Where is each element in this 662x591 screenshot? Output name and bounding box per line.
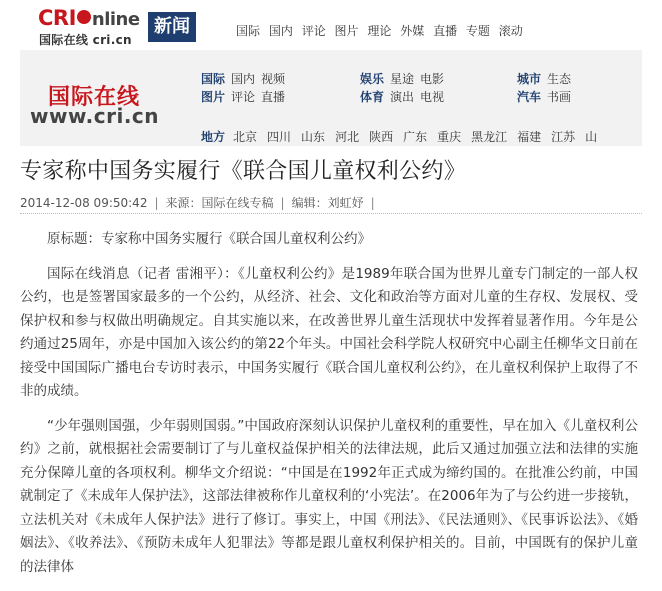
meta-separator: | (154, 196, 159, 210)
regional-nav-item[interactable]: 江苏 (551, 130, 576, 144)
channel-nav-item[interactable]: 电视 (420, 90, 445, 104)
regional-nav (201, 128, 607, 145)
top-nav-item[interactable]: 专题 (465, 24, 490, 38)
channel-nav-item[interactable]: 电影 (420, 72, 445, 86)
regional-nav-item[interactable]: 陕西 (369, 130, 394, 144)
channel-nav-head[interactable]: 体育 (360, 90, 385, 104)
channel-nav-head[interactable]: 国际 (201, 72, 226, 86)
article-paragraph: 国际在线消息（记者 雷湘平）：《儿童权利公约》是1989年联合国为世界儿童专门制定的一部人权公约，也是签署国家最多的一个公约，从经济、社会、文化和政治等方面对儿童的生存权、发展权、受保护权和参与权做出明确规定。自其实施以来，在改善世界儿童生活现状中发挥着显著作用。今年是公约通过25周年，亦是中国加入该公约的第22个年头。中国社会科学院人权研究中心副主任柳华文日前在接受中国国际广播电台专访时表示，中国务实履行《联合国儿童权利公约》，在儿童权利保护上取得了不非的成绩。 (20, 265, 638, 399)
channel-nav-head[interactable]: 城市 (517, 72, 542, 86)
logo-brand-cri: CRI (38, 6, 76, 30)
banner-logo-url: www.cri.cn (30, 104, 160, 128)
top-bar (0, 0, 662, 50)
meta-divider (20, 213, 642, 214)
channel-nav-head[interactable]: 娱乐 (360, 72, 385, 86)
article-editor: 编辑：刘虹妤 (291, 196, 364, 210)
section-badge-news[interactable]: 新闻 (148, 12, 196, 42)
article-title: 专家称中国务实履行《联合国儿童权利公约》 (20, 159, 467, 184)
logo-subtitle: 国际在线 cri.cn (39, 33, 132, 47)
regional-nav-item[interactable]: 福建 (517, 130, 542, 144)
regional-nav-head[interactable]: 地方 (201, 130, 226, 144)
channel-nav-item[interactable]: 直播 (261, 90, 286, 104)
regional-nav-item[interactable]: 黑龙江 (471, 130, 508, 144)
channel-nav-group-3 (517, 70, 577, 106)
article-date: 2014-12-08 09:50:42 (20, 196, 148, 210)
banner-logo[interactable] (30, 80, 190, 128)
channel-nav-item[interactable]: 书画 (547, 90, 572, 104)
article-meta (20, 194, 382, 211)
banner-logo-chinese: 国际在线 (48, 85, 141, 110)
regional-nav-item[interactable]: 四川 (267, 130, 292, 144)
top-nav-item[interactable]: 国际 (236, 24, 261, 38)
regional-nav-item[interactable]: 重庆 (437, 130, 462, 144)
channel-nav-head[interactable]: 汽车 (517, 90, 542, 104)
regional-nav-item[interactable]: 河北 (335, 130, 360, 144)
top-nav-item[interactable]: 直播 (433, 24, 458, 38)
regional-nav-item[interactable]: 山东 (301, 130, 326, 144)
regional-nav-item[interactable]: 广东 (403, 130, 428, 144)
logo-brand-online: nline (91, 9, 140, 30)
channel-nav-item[interactable]: 演出 (390, 90, 415, 104)
top-nav-item[interactable]: 评论 (301, 24, 326, 38)
regional-nav-item[interactable]: 北京 (233, 130, 258, 144)
meta-separator: | (370, 196, 375, 210)
channel-nav-head[interactable]: 图片 (201, 90, 226, 104)
top-nav-item[interactable]: 国内 (268, 24, 293, 38)
channel-nav-item[interactable]: 评论 (231, 90, 256, 104)
cri-online-logo[interactable] (38, 6, 144, 47)
channel-nav-item[interactable]: 生态 (547, 72, 572, 86)
top-nav-item[interactable]: 图片 (334, 24, 359, 38)
channel-banner (20, 50, 642, 146)
article-paragraph-original-title: 原标题：专家称中国务实履行《联合国儿童权利公约》 (47, 231, 371, 247)
regional-nav-item[interactable]: 山 (585, 130, 598, 144)
top-nav (236, 22, 528, 39)
article-paragraph: “少年强则国强，少年弱则国弱。”中国政府深刻认识保护儿童权利的重要性，早在加入《儿童权利公约》之前，就根据社会需要制订了与儿童权益保护相关的法律法规，此后又通过加强立法和法律的实施充分保障儿童的各项权利。柳华文介绍说：“中国是在1992年正式成为缔约国的。在批准公约前，中国就制定了《未成年人保护法》，这部法律被称作儿童权利的‘小宪法’。在2006年为了与公约进一步接轨，立法机关对《未成年人保护法》进行了修订。事实上，中国《刑法》、《民法通则》、《民事诉讼法》、《婚姻法》、《收养法》、《预防未成年人犯罪法》等都是跟儿童权利保护相关的。目前，中国既有的保护儿童的法律体 (20, 417, 638, 575)
top-nav-item[interactable]: 滚动 (498, 24, 523, 38)
channel-nav-group-2 (360, 70, 450, 106)
top-nav-item[interactable]: 理论 (367, 24, 392, 38)
channel-nav-item[interactable]: 星途 (390, 72, 415, 86)
channel-nav-item[interactable]: 视频 (261, 72, 286, 86)
article-source: 来源：国际在线专稿 (165, 196, 274, 210)
top-nav-item[interactable]: 外媒 (400, 24, 425, 38)
meta-separator: | (280, 196, 285, 210)
logo-o-mark (77, 10, 91, 24)
channel-nav-item[interactable]: 国内 (231, 72, 256, 86)
article-body (20, 228, 638, 590)
channel-nav-group-1 (201, 70, 291, 106)
